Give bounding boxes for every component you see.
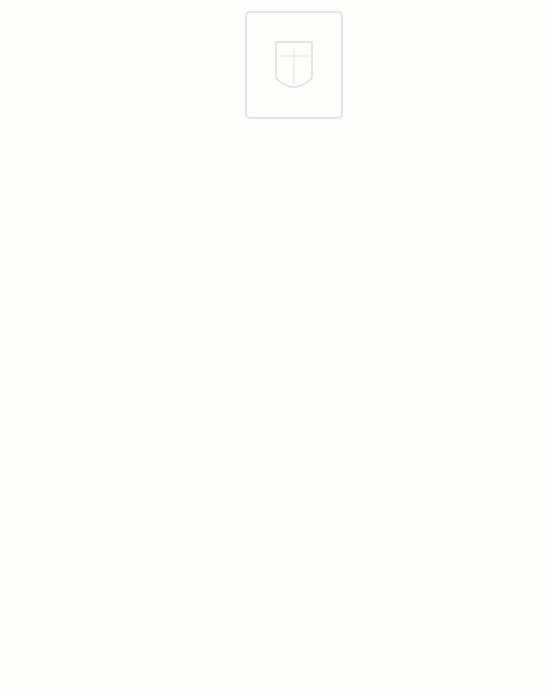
court-seal-watermark xyxy=(228,8,358,123)
